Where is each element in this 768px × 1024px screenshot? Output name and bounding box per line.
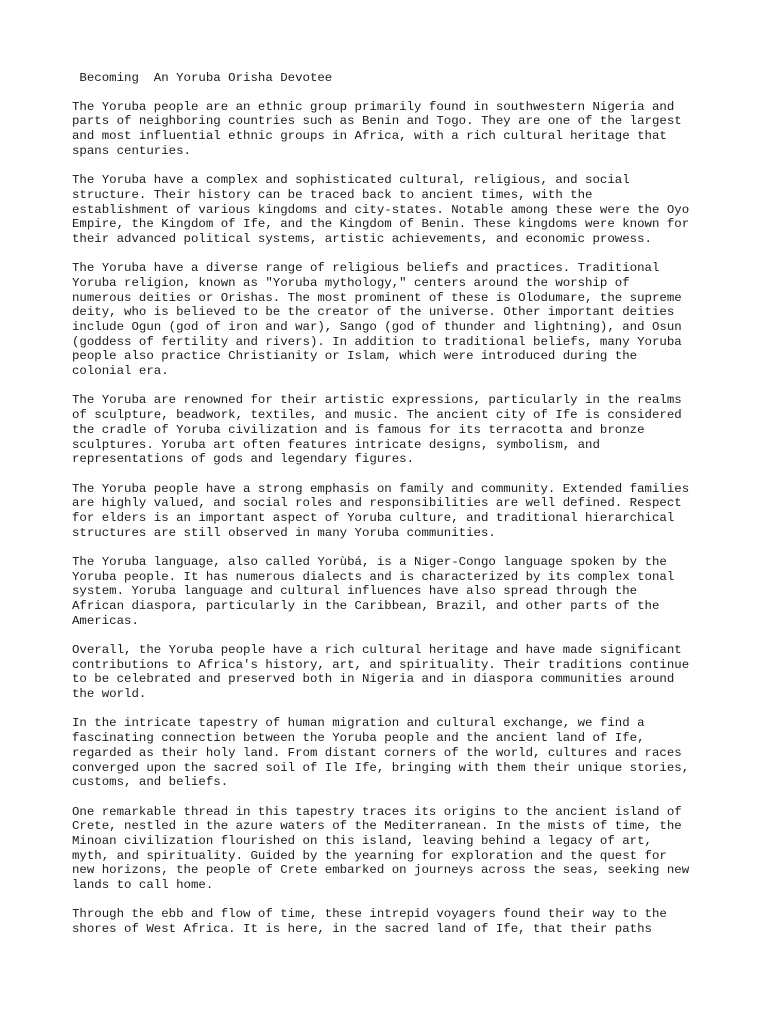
document-title: Becoming An Yoruba Orisha Devotee (72, 71, 333, 85)
paragraph-2 (72, 173, 702, 247)
text-line: The Yoruba have a diverse range of religious beliefs and practices. Traditional (72, 261, 660, 276)
text-line: system. Yoruba language and cultural influences have also spread through the (72, 584, 638, 599)
text-line: (goddess of fertility and rivers). In addition to traditional beliefs, many Yoruba (72, 334, 682, 349)
text-line: One remarkable thread in this tapestry traces its origins to the ancient island of (72, 804, 682, 819)
text-line: contributions to Africa's history, art, and spirituality. Their traditions continue (72, 657, 690, 672)
text-line: The Yoruba people are an ethnic group primarily found in southwestern Nigeria and (72, 99, 675, 114)
text-line: The Yoruba are renowned for their artistic expressions, particularly in the realms (72, 393, 682, 408)
text-line: their advanced political systems, artistic achievements, and economic prowess. (72, 231, 652, 246)
text-line: fascinating connection between the Yoruba people and the ancient land of Ife, (72, 731, 645, 746)
text-line: the cradle of Yoruba civilization and is famous for its terracotta and bronze (72, 422, 645, 437)
paragraph-10 (72, 907, 702, 936)
text-line: numerous deities or Orishas. The most prominent of these is Olodumare, the supreme (72, 290, 682, 305)
text-line: and most influential ethnic groups in Africa, with a rich cultural heritage that (72, 129, 667, 144)
paragraph-9 (72, 805, 702, 893)
text-line: The Yoruba people have a strong emphasis on family and community. Extended families (72, 481, 690, 496)
text-line: include Ogun (god of iron and war), Sango (god of thunder and lightning), and Osun (72, 320, 682, 335)
text-line: Through the ebb and flow of time, these intrepid voyagers found their way to the (72, 907, 667, 922)
text-line: the world. (72, 687, 147, 702)
text-line: Overall, the Yoruba people have a rich cultural heritage and have made significant (72, 643, 682, 658)
text-line: to be celebrated and preserved both in Nigeria and in diaspora communities around (72, 672, 675, 687)
text-line: spans centuries. (72, 143, 191, 158)
document-page (72, 71, 702, 951)
text-line: Americas. (72, 613, 139, 628)
text-line: Empire, the Kingdom of Ife, and the Kingdom of Benin. These kingdoms were known for (72, 217, 690, 232)
text-line: Crete, nestled in the azure waters of the Mediterranean. In the mists of time, the (72, 819, 682, 834)
text-line: In the intricate tapestry of human migration and cultural exchange, we find a (72, 716, 645, 731)
paragraph-8 (72, 716, 702, 790)
text-line: African diaspora, particularly in the Caribbean, Brazil, and other parts of the (72, 599, 660, 614)
text-line: for elders is an important aspect of Yoruba culture, and traditional hierarchical (72, 510, 675, 525)
text-line: people also practice Christianity or Islam, which were introduced during the (72, 349, 638, 364)
text-line: establishment of various kingdoms and city-states. Notable among these were the Oyo (72, 202, 690, 217)
text-line: The Yoruba language, also called Yorùbá, is a Niger-Congo language spoken by the (72, 554, 667, 569)
text-line: of sculpture, beadwork, textiles, and music. The ancient city of Ife is considered (72, 408, 682, 423)
text-line: Yoruba religion, known as "Yoruba mythology," centers around the worship of (72, 275, 630, 290)
text-line: Yoruba people. It has numerous dialects and is characterized by its complex tonal (72, 569, 675, 584)
paragraph-4 (72, 393, 702, 467)
paragraph-7 (72, 643, 702, 702)
paragraph-3 (72, 261, 702, 379)
text-line: customs, and beliefs. (72, 775, 229, 790)
text-line: new horizons, the people of Crete embarked on journeys across the seas, seeking new (72, 863, 690, 878)
paragraph-5 (72, 482, 702, 541)
text-line: Minoan civilization flourished on this island, leaving behind a legacy of art, (72, 833, 652, 848)
text-line: lands to call home. (72, 878, 214, 893)
text-line: deity, who is believed to be the creator of the universe. Other important deities (72, 305, 675, 320)
text-line: regarded as their holy land. From distant corners of the world, cultures and races (72, 745, 682, 760)
paragraph-1 (72, 100, 702, 159)
text-line: structure. Their history can be traced back to ancient times, with the (72, 187, 593, 202)
text-line: representations of gods and legendary figures. (72, 452, 415, 467)
text-line: converged upon the sacred soil of Ile Ife, bringing with them their unique stories, (72, 760, 690, 775)
text-line: colonial era. (72, 364, 169, 379)
paragraph-6 (72, 555, 702, 629)
text-line: structures are still observed in many Yoruba communities. (72, 525, 496, 540)
text-line: shores of West Africa. It is here, in the sacred land of Ife, that their paths (72, 922, 652, 937)
text-line: sculptures. Yoruba art often features intricate designs, symbolism, and (72, 437, 600, 452)
text-line: are highly valued, and social roles and responsibilities are well defined. Respect (72, 496, 682, 511)
text-line: parts of neighboring countries such as Benin and Togo. They are one of the largest (72, 114, 682, 129)
text-line: The Yoruba have a complex and sophisticated cultural, religious, and social (72, 173, 630, 188)
text-line: myth, and spirituality. Guided by the yearning for exploration and the quest for (72, 848, 667, 863)
